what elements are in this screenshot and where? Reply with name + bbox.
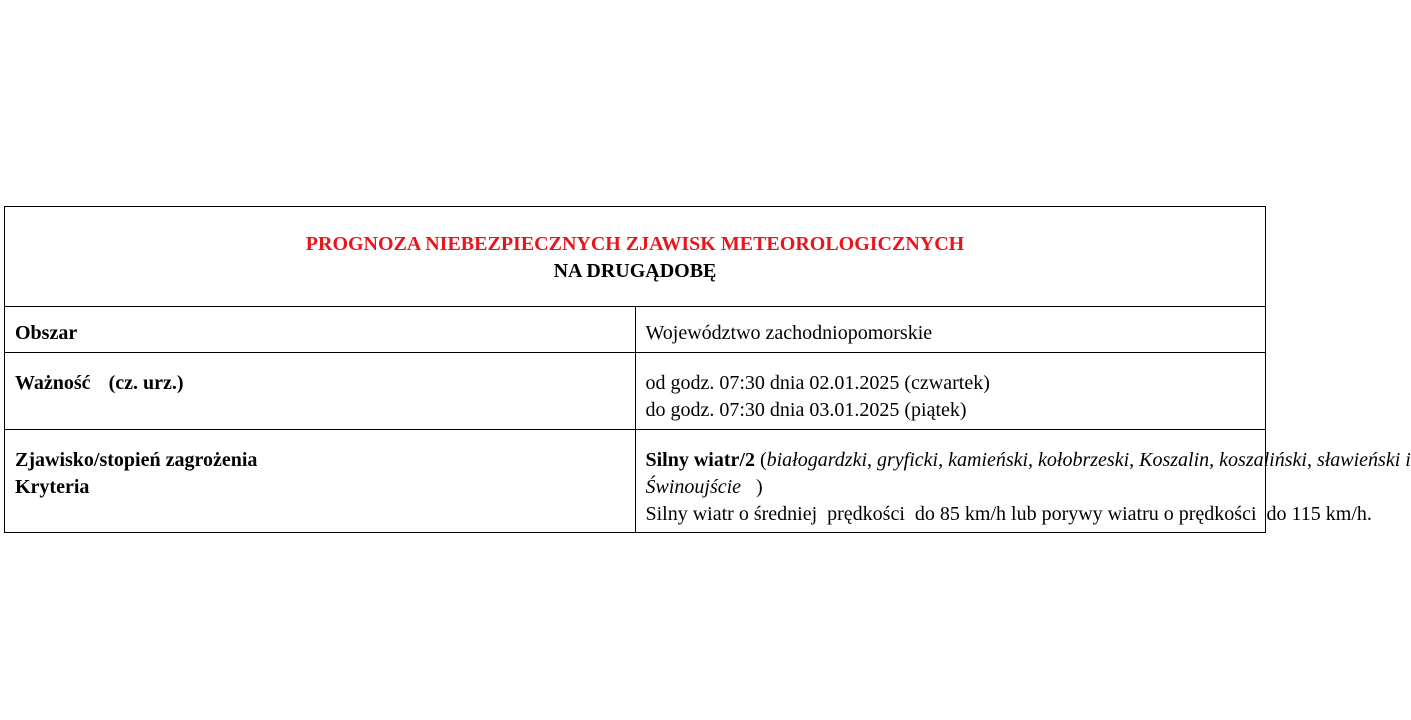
validity-value-cell xyxy=(635,353,1266,430)
criteria-value: Silny wiatr o średniej prędkości do 85 km/h lub porywy wiatru o prędkości do 115 km/h. xyxy=(645,503,1372,525)
area-row xyxy=(5,307,1266,353)
validity-to: do godz. 07:30 dnia 03.01.2025 (piątek) xyxy=(645,399,967,421)
validity-label-suffix: (cz. urz.) xyxy=(108,372,184,394)
phenomenon-label-cell xyxy=(5,430,636,533)
validity-label-cell xyxy=(5,353,636,430)
criteria-label: Kryteria xyxy=(15,476,90,498)
header-row xyxy=(5,207,1266,307)
warning-table xyxy=(4,206,1411,533)
close-paren: ) xyxy=(756,476,763,498)
validity-label: Ważność xyxy=(15,372,91,394)
phenomenon-value-cell xyxy=(635,430,1411,533)
area-value: Województwo zachodniopomorskie xyxy=(635,307,1266,353)
open-paren: ( xyxy=(759,449,767,471)
phenomenon-line-1 xyxy=(645,447,1411,474)
warning-title: PROGNOZA NIEBEZPIECZNYCH ZJAWISK METEOROLOGICZNYCH xyxy=(305,233,965,255)
phenomenon-row xyxy=(5,430,1266,533)
area-label: Obszar xyxy=(5,307,636,353)
regions-line-2: Świnoujście xyxy=(645,476,742,498)
regions-line-1: białogardzki, gryficki, kamieński, kołobrzeski, Koszalin, koszaliński, sławieński i xyxy=(766,449,1411,471)
validity-from: od godz. 07:30 dnia 02.01.2025 (czwartek) xyxy=(645,372,990,394)
warning-subtitle: NA DRUGĄDOBĘ xyxy=(553,260,717,282)
phenomenon-label: Zjawisko/stopień zagrożenia xyxy=(15,449,258,471)
header-cell xyxy=(5,207,1266,307)
phenomenon-name: Silny wiatr/2 xyxy=(645,449,755,471)
validity-row xyxy=(5,353,1266,430)
phenomenon-line-2 xyxy=(646,474,1256,501)
